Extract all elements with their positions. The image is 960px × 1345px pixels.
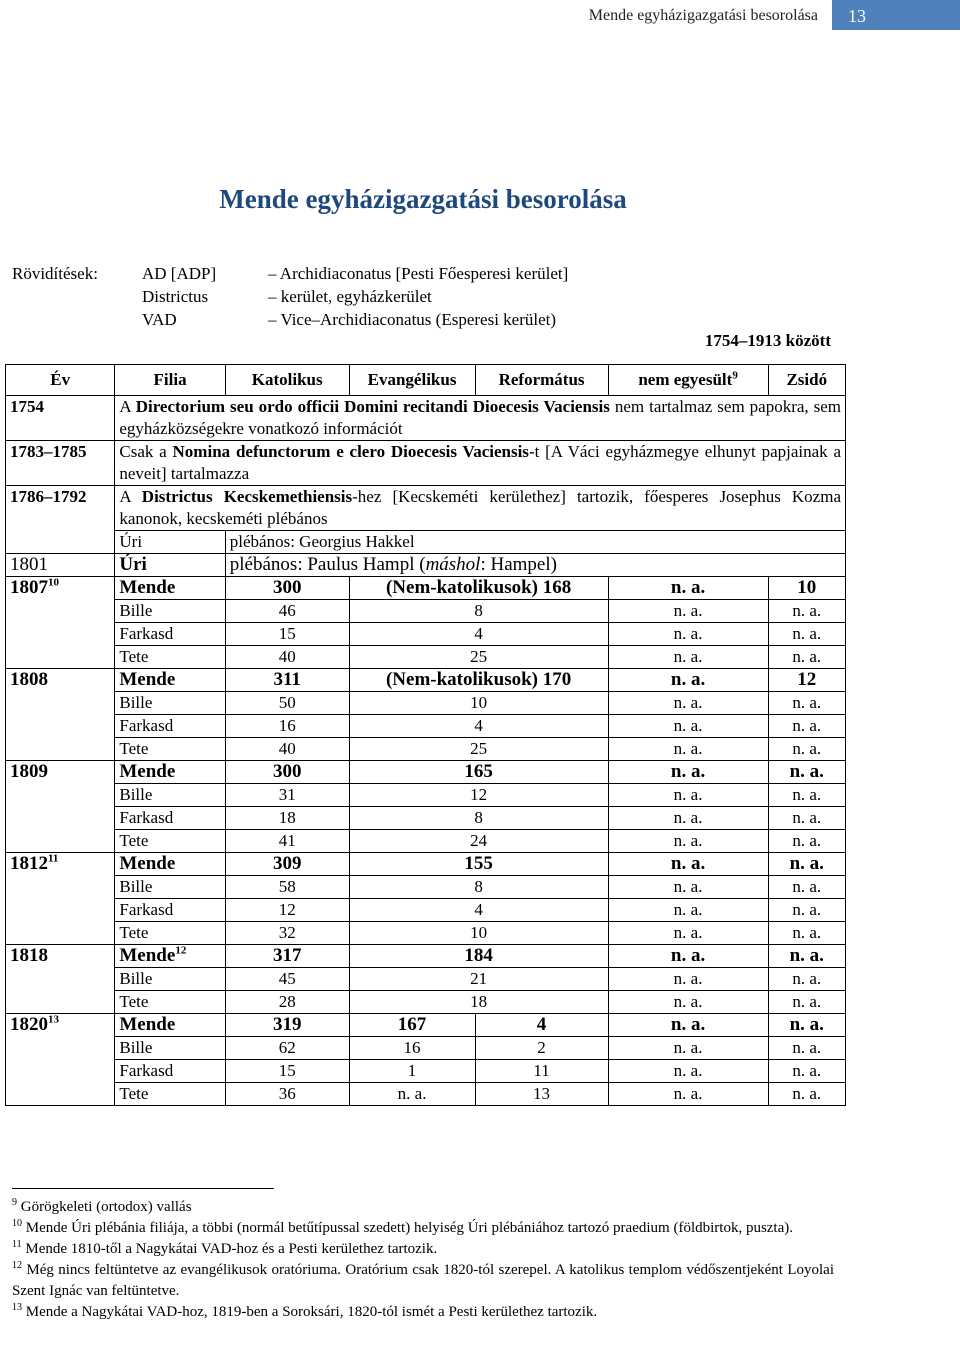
footnote bbox=[12, 1197, 834, 1218]
value-cell: 28 bbox=[225, 991, 349, 1014]
value-cell: 32 bbox=[225, 922, 349, 945]
filia-text: Mende bbox=[119, 945, 176, 966]
value-cell: 31 bbox=[225, 784, 349, 807]
table-row bbox=[6, 738, 846, 761]
table-row bbox=[6, 577, 846, 600]
year-cell: 1754 bbox=[6, 396, 115, 441]
value-cell: n. a. bbox=[768, 1037, 845, 1060]
abbr-code: Districtus bbox=[142, 287, 209, 306]
value-cell: n. a. bbox=[608, 761, 768, 784]
note-text: nem tartalmaz sem papokra, sem egyházközségekre vonatkozó információt bbox=[119, 397, 841, 438]
table-row bbox=[6, 646, 846, 669]
value-cell: 4 bbox=[349, 623, 608, 646]
value-cell: 10 bbox=[349, 922, 608, 945]
note-text: A bbox=[119, 397, 136, 416]
value-cell: 2 bbox=[475, 1037, 608, 1060]
filia-cell: Mende bbox=[115, 669, 225, 692]
value-cell: 4 bbox=[475, 1014, 608, 1037]
value-cell: 13 bbox=[475, 1083, 608, 1106]
abbr-code: AD [ADP] bbox=[142, 264, 217, 283]
value-cell: 16 bbox=[225, 715, 349, 738]
filia-cell: Farkasd bbox=[115, 899, 225, 922]
value-cell: n. a. bbox=[608, 646, 768, 669]
priest-text: : Hampel) bbox=[480, 554, 557, 575]
value-cell: 167 bbox=[349, 1014, 475, 1037]
value-cell: n. a. bbox=[608, 945, 768, 968]
value-cell: n. a. bbox=[608, 1060, 768, 1083]
filia-cell: Tete bbox=[115, 738, 225, 761]
value-cell: n. a. bbox=[768, 968, 845, 991]
value-cell: n. a. bbox=[768, 807, 845, 830]
value-cell: 12 bbox=[225, 899, 349, 922]
footnotes bbox=[12, 1197, 834, 1323]
footnote-ref: 9 bbox=[732, 369, 738, 382]
footnote bbox=[12, 1302, 834, 1323]
period-label: 1754–1913 között bbox=[704, 331, 831, 350]
footnote-number: 11 bbox=[12, 1239, 22, 1250]
parish-cell: Úri bbox=[115, 554, 225, 577]
filia-cell: Tete bbox=[115, 922, 225, 945]
value-cell: 300 bbox=[225, 761, 349, 784]
table-row bbox=[6, 991, 846, 1014]
priest-cell bbox=[225, 554, 845, 577]
filia-cell: Bille bbox=[115, 600, 225, 623]
note-text: -hez [Kecskeméti kerülethez] tartozik, főesperes Josephus Kozma kanonok, kecskeméti plébános bbox=[119, 487, 841, 528]
value-cell: 12 bbox=[349, 784, 608, 807]
footnote-text: Mende 1810-től a Nagykátai VAD-hoz és a Pesti kerülethez tartozik. bbox=[25, 1241, 438, 1257]
value-cell: n. a. bbox=[768, 1014, 845, 1037]
value-cell: n. a. bbox=[608, 715, 768, 738]
note-cell bbox=[115, 396, 846, 441]
filia-cell: Tete bbox=[115, 646, 225, 669]
value-cell: 319 bbox=[225, 1014, 349, 1037]
table-row bbox=[6, 554, 846, 577]
value-cell: n. a. bbox=[768, 646, 845, 669]
table-row bbox=[6, 968, 846, 991]
col-header-reformed: Református bbox=[475, 365, 608, 396]
footnote bbox=[12, 1239, 834, 1260]
value-cell: 46 bbox=[225, 600, 349, 623]
value-cell: n. a. bbox=[768, 738, 845, 761]
value-cell: 309 bbox=[225, 853, 349, 876]
value-cell: n. a. bbox=[768, 853, 845, 876]
note-cell bbox=[115, 486, 846, 531]
year-cell: 1801 bbox=[6, 554, 115, 577]
value-cell: 300 bbox=[225, 577, 349, 600]
value-cell: n. a. bbox=[608, 623, 768, 646]
table-row bbox=[6, 441, 846, 486]
value-cell: 58 bbox=[225, 876, 349, 899]
value-cell: n. a. bbox=[608, 784, 768, 807]
page-header bbox=[0, 0, 960, 30]
value-cell: n. a. bbox=[608, 968, 768, 991]
value-cell: n. a. bbox=[768, 600, 845, 623]
year-cell: 1818 bbox=[6, 945, 115, 1014]
table-row bbox=[6, 853, 846, 876]
value-cell: n. a. bbox=[608, 922, 768, 945]
value-cell: 15 bbox=[225, 623, 349, 646]
value-cell: 25 bbox=[349, 738, 608, 761]
filia-cell: Tete bbox=[115, 830, 225, 853]
value-cell: (Nem-katolikusok) 168 bbox=[349, 577, 608, 600]
value-cell: 10 bbox=[768, 577, 845, 600]
footnote-ref: 12 bbox=[175, 944, 187, 957]
church-census-table bbox=[5, 364, 846, 1106]
priest-text-italic: máshol bbox=[425, 554, 481, 575]
value-cell: 62 bbox=[225, 1037, 349, 1060]
value-cell: 10 bbox=[349, 692, 608, 715]
footnote-number: 13 bbox=[12, 1302, 22, 1313]
value-cell: 12 bbox=[768, 669, 845, 692]
col-header-catholic: Katolikus bbox=[225, 365, 349, 396]
value-cell: 8 bbox=[349, 876, 608, 899]
table-row bbox=[6, 715, 846, 738]
filia-cell bbox=[115, 945, 225, 968]
value-cell: 8 bbox=[349, 807, 608, 830]
footnote bbox=[12, 1260, 834, 1302]
footnote-ref: 11 bbox=[48, 852, 59, 865]
filia-cell: Mende bbox=[115, 1014, 225, 1037]
value-cell: n. a. bbox=[768, 784, 845, 807]
value-cell: 184 bbox=[349, 945, 608, 968]
value-cell: (Nem-katolikusok) 170 bbox=[349, 669, 608, 692]
year-cell: 1809 bbox=[6, 761, 115, 853]
table-row bbox=[6, 1083, 846, 1106]
value-cell: n. a. bbox=[608, 1014, 768, 1037]
table-row bbox=[6, 945, 846, 968]
value-cell: 15 bbox=[225, 1060, 349, 1083]
value-cell: 4 bbox=[349, 715, 608, 738]
value-cell: 40 bbox=[225, 646, 349, 669]
value-cell: n. a. bbox=[768, 1083, 845, 1106]
table-row bbox=[6, 486, 846, 531]
value-cell: n. a. bbox=[608, 1037, 768, 1060]
filia-cell: Mende bbox=[115, 577, 225, 600]
footnote-number: 9 bbox=[12, 1197, 17, 1208]
page-title: Mende egyházigazgatási besorolása bbox=[219, 184, 627, 214]
value-cell: n. a. bbox=[768, 830, 845, 853]
filia-cell: Bille bbox=[115, 968, 225, 991]
value-cell: n. a. bbox=[608, 669, 768, 692]
value-cell: n. a. bbox=[608, 876, 768, 899]
table-row bbox=[6, 1014, 846, 1037]
col-header-lutheran: Evangélikus bbox=[349, 365, 475, 396]
note-text: Csak a bbox=[119, 442, 173, 461]
year-text: 1820 bbox=[10, 1014, 48, 1035]
year-cell bbox=[6, 577, 115, 669]
table-row bbox=[6, 899, 846, 922]
table-row bbox=[6, 531, 846, 554]
value-cell: n. a. bbox=[608, 830, 768, 853]
value-cell: n. a. bbox=[608, 738, 768, 761]
value-cell: n. a. bbox=[768, 991, 845, 1014]
value-cell: 45 bbox=[225, 968, 349, 991]
value-cell: 41 bbox=[225, 830, 349, 853]
footnote-separator bbox=[12, 1188, 274, 1189]
col-header-jewish: Zsidó bbox=[768, 365, 845, 396]
table-row bbox=[6, 761, 846, 784]
value-cell: n. a. bbox=[608, 807, 768, 830]
filia-cell: Mende bbox=[115, 853, 225, 876]
abbr-desc: – Archidiaconatus [Pesti Főesperesi kerület] bbox=[268, 264, 569, 283]
table-row bbox=[6, 784, 846, 807]
value-cell: 165 bbox=[349, 761, 608, 784]
abbr-desc: – kerület, egyházkerület bbox=[268, 287, 432, 306]
value-cell: 4 bbox=[349, 899, 608, 922]
value-cell: n. a. bbox=[608, 600, 768, 623]
value-cell: n. a. bbox=[768, 899, 845, 922]
value-cell: n. a. bbox=[768, 623, 845, 646]
note-text: A bbox=[119, 487, 142, 506]
value-cell: n. a. bbox=[768, 715, 845, 738]
table-row bbox=[6, 1060, 846, 1083]
value-cell: 40 bbox=[225, 738, 349, 761]
filia-cell: Farkasd bbox=[115, 1060, 225, 1083]
value-cell: n. a. bbox=[768, 876, 845, 899]
value-cell: n. a. bbox=[768, 1060, 845, 1083]
col-header-filia: Filia bbox=[115, 365, 225, 396]
value-cell: 155 bbox=[349, 853, 608, 876]
col-header-year: Év bbox=[6, 365, 115, 396]
source-title: Districtus Kecskemethiensis bbox=[141, 487, 353, 506]
footnote-text: Görögkeleti (ortodox) vallás bbox=[20, 1199, 192, 1215]
filia-cell: Tete bbox=[115, 1083, 225, 1106]
note-cell bbox=[115, 441, 846, 486]
filia-cell: Mende bbox=[115, 761, 225, 784]
value-cell: 1 bbox=[349, 1060, 475, 1083]
value-cell: 18 bbox=[225, 807, 349, 830]
footnote-ref: 10 bbox=[48, 576, 59, 589]
table-row bbox=[6, 1037, 846, 1060]
col-header-orthodox-label: nem egyesült bbox=[638, 370, 733, 389]
footnote-number: 10 bbox=[12, 1218, 22, 1229]
value-cell: n. a. bbox=[608, 577, 768, 600]
table-row bbox=[6, 396, 846, 441]
filia-cell: Bille bbox=[115, 784, 225, 807]
year-cell: 1808 bbox=[6, 669, 115, 761]
value-cell: n. a. bbox=[608, 899, 768, 922]
col-header-orthodox bbox=[608, 365, 768, 396]
priest-text: plébános: Paulus Hampl ( bbox=[229, 554, 426, 575]
value-cell: n. a. bbox=[768, 922, 845, 945]
footnote-ref: 13 bbox=[48, 1013, 59, 1026]
year-cell bbox=[6, 1014, 115, 1106]
table-header-row bbox=[6, 365, 846, 396]
year-cell: 1786–1792 bbox=[6, 486, 115, 554]
footnote bbox=[12, 1218, 834, 1239]
table-row bbox=[6, 692, 846, 715]
value-cell: n. a. bbox=[608, 692, 768, 715]
value-cell: 36 bbox=[225, 1083, 349, 1106]
footnote-text: Még nincs feltüntetve az evangélikusok oratóriuma. Oratórium csak 1820-tól szerepel. A katolikus templom védőszentjeként Loyolai Szent Ignác van feltüntetve. bbox=[12, 1262, 834, 1299]
value-cell: n. a. bbox=[608, 991, 768, 1014]
value-cell: 24 bbox=[349, 830, 608, 853]
table-row bbox=[6, 830, 846, 853]
value-cell: 317 bbox=[225, 945, 349, 968]
year-text: 1807 bbox=[10, 577, 48, 598]
value-cell: 21 bbox=[349, 968, 608, 991]
table-row bbox=[6, 669, 846, 692]
value-cell: 8 bbox=[349, 600, 608, 623]
abbreviations-label: Rövidítések: bbox=[12, 264, 98, 283]
filia-cell: Farkasd bbox=[115, 623, 225, 646]
value-cell: n. a. bbox=[768, 761, 845, 784]
source-title: Nomina defunctorum e clero Dioecesis Vaciensis bbox=[172, 442, 529, 461]
footnote-text: Mende a Nagykátai VAD-hoz, 1819-ben a Soroksári, 1820-tól ismét a Pesti kerülethez tartozik. bbox=[25, 1304, 598, 1320]
priest-cell: plébános: Georgius Hakkel bbox=[225, 531, 845, 554]
value-cell: n. a. bbox=[349, 1083, 475, 1106]
filia-cell: Bille bbox=[115, 1037, 225, 1060]
filia-cell: Farkasd bbox=[115, 807, 225, 830]
value-cell: n. a. bbox=[768, 692, 845, 715]
source-title: Directorium seu ordo officii Domini recitandi Dioecesis Vaciensis bbox=[135, 397, 610, 416]
value-cell: 18 bbox=[349, 991, 608, 1014]
table-row bbox=[6, 807, 846, 830]
value-cell: 11 bbox=[475, 1060, 608, 1083]
parish-cell: Úri bbox=[115, 531, 225, 554]
filia-cell: Tete bbox=[115, 991, 225, 1014]
footnote-number: 12 bbox=[12, 1260, 22, 1271]
abbr-code: VAD bbox=[142, 310, 177, 329]
table-row bbox=[6, 623, 846, 646]
filia-cell: Farkasd bbox=[115, 715, 225, 738]
note-text: -t [A Váci egyházmegye elhunyt papjainak a neveit] tartalmazza bbox=[119, 442, 841, 483]
abbr-desc: – Vice–Archidiaconatus (Esperesi kerület) bbox=[268, 310, 557, 329]
page-number: 13 bbox=[832, 0, 960, 30]
filia-cell: Bille bbox=[115, 692, 225, 715]
year-cell bbox=[6, 853, 115, 945]
value-cell: n. a. bbox=[608, 1083, 768, 1106]
year-text: 1812 bbox=[10, 853, 48, 874]
value-cell: n. a. bbox=[608, 853, 768, 876]
footnote-text: Mende Úri plébánia filiája, a többi (normál betűtípussal szedett) helyiség Úri plébániához tartozó praedium (földbirtok, puszta). bbox=[25, 1220, 794, 1236]
filia-cell: Bille bbox=[115, 876, 225, 899]
value-cell: 16 bbox=[349, 1037, 475, 1060]
value-cell: 25 bbox=[349, 646, 608, 669]
year-cell: 1783–1785 bbox=[6, 441, 115, 486]
value-cell: 311 bbox=[225, 669, 349, 692]
value-cell: n. a. bbox=[768, 945, 845, 968]
table-row bbox=[6, 922, 846, 945]
value-cell: 50 bbox=[225, 692, 349, 715]
table-row bbox=[6, 876, 846, 899]
table-row bbox=[6, 600, 846, 623]
running-title: Mende egyházigazgatási besorolása bbox=[588, 7, 818, 24]
